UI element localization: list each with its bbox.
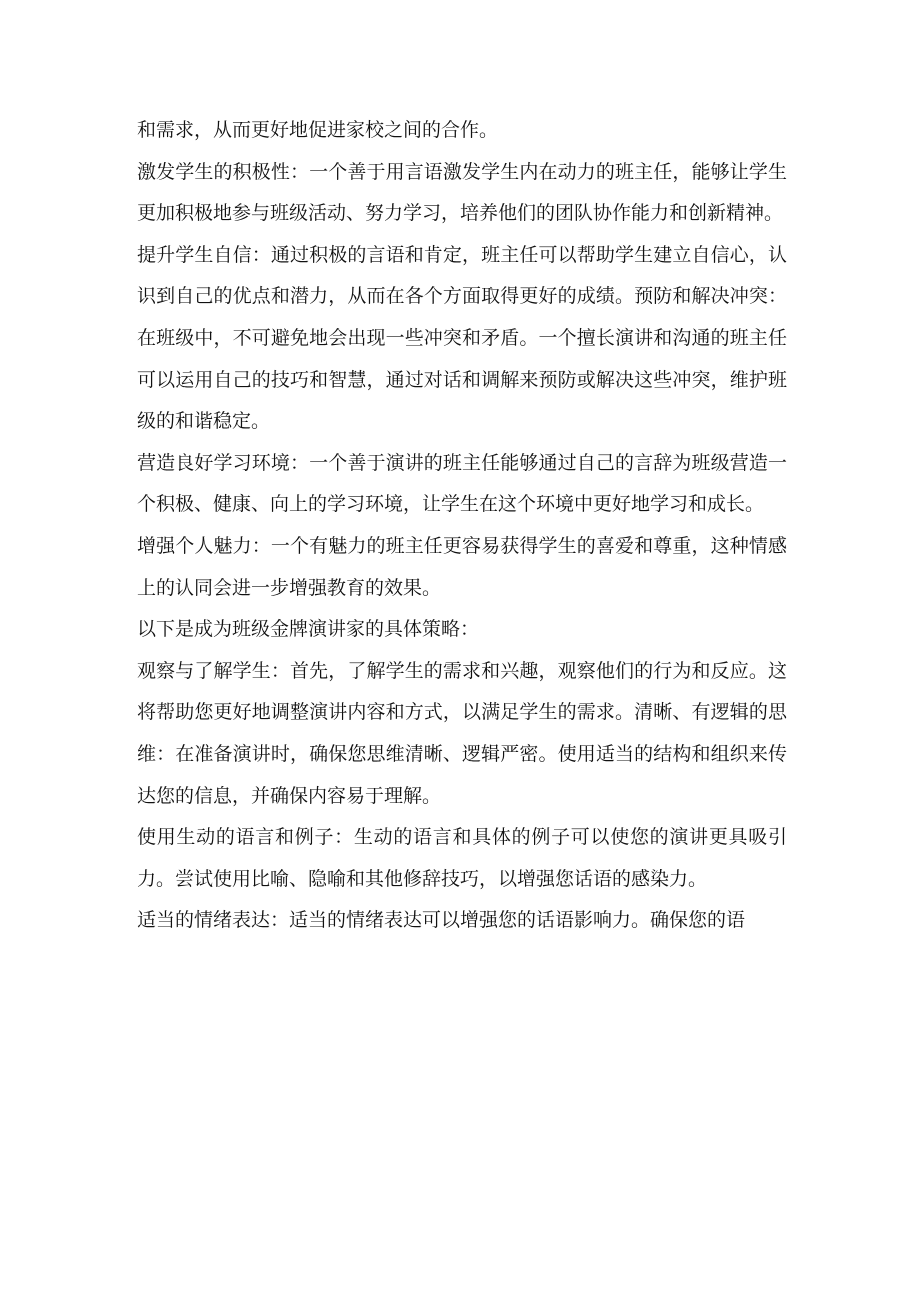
paragraph-home-school-cooperation: 和需求，从而更好地促进家校之间的合作。 [137,119,499,141]
document-body [137,110,787,942]
paragraph-vivid-language: 使用生动的语言和例子：生动的语言和具体的例子可以使您的演讲更具吸引力。尝试使用比喻、隐喻和其他修辞技巧，以增强您话语的感染力。 [137,826,787,890]
paragraph-learning-environment: 营造良好学习环境：一个善于演讲的班主任能够通过自己的言辞为班级营造一个积极、健康、向上的学习环境，让学生在这个环境中更好地学习和成长。 [137,451,787,516]
paragraph-build-confidence: 提升学生自信：通过积极的言语和肯定，班主任可以帮助学生建立自信心，认识到自己的优点和潜力，从而在各个方面取得更好的成绩。预防和解决冲突：在班级中，不可避免地会出现一些冲突和矛盾。一个擅长演讲和沟通的班主任可以运用自己的技巧和智慧，通过对话和调解来预防或解决这些冲突，维护班级的和谐稳定。 [137,243,787,433]
paragraph-emotion-expression: 适当的情绪表达：适当的情绪表达可以增强您的话语影响力。确保您的语 [137,909,746,932]
paragraph-personal-charm: 增强个人魅力：一个有魅力的班主任更容易获得学生的喜爱和尊重，这种情感上的认同会进一步增强教育的效果。 [137,534,787,599]
paragraph-motivate-students: 激发学生的积极性：一个善于用言语激发学生内在动力的班主任，能够让学生更加积极地参与班级活动、努力学习，培养他们的团队协作能力和创新精神。 [137,160,787,225]
paragraph-strategy-intro: 以下是成为班级金牌演讲家的具体策略： [137,618,480,641]
paragraph-observe-students: 观察与了解学生：首先，了解学生的需求和兴趣，观察他们的行为和反应。这将帮助您更好地调整演讲内容和方式，以满足学生的需求。清晰、有逻辑的思维：在准备演讲时，确保您思维清晰、逻辑严密。使用适当的结构和组织来传达您的信息，并确保内容易于理解。 [137,659,787,807]
